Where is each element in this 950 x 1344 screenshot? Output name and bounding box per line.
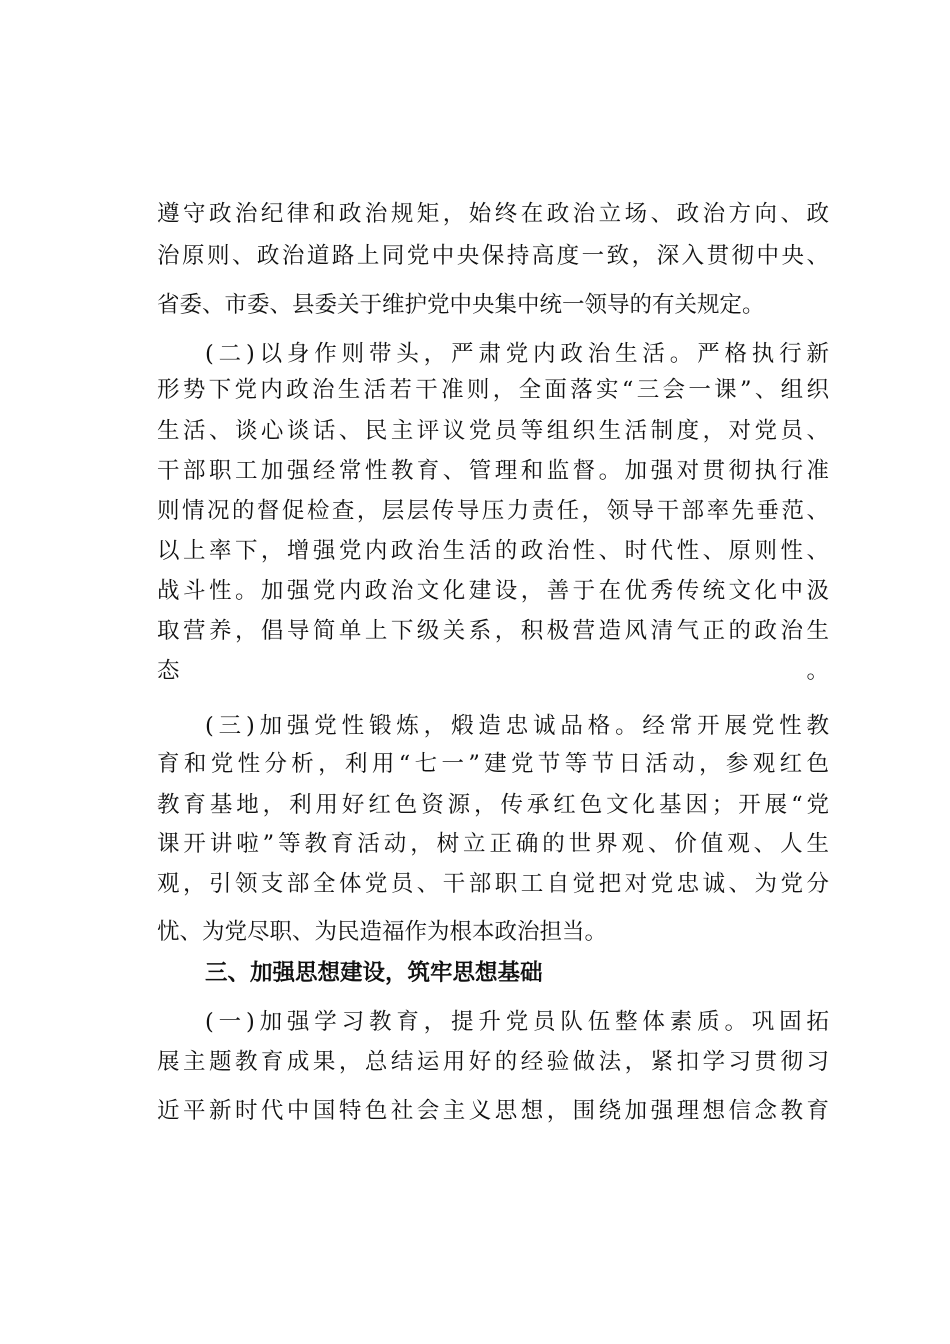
text-line: 近平新时代中国特色社会主义思想，围绕加强理想信念教育 [157, 1098, 829, 1124]
text-line: 育和党性分析，利用“七一”建党节等节日活动，参观红色 [157, 751, 829, 777]
text-line: 干部职工加强经常性教育、管理和监督。加强对贯彻执行准 [157, 458, 829, 484]
text-line: (一)加强学习教育，提升党员队伍整体素质。巩固拓 [205, 1009, 829, 1035]
text-line: 省委、市委、县委关于维护党中央集中统一领导的有关规定。 [157, 292, 765, 318]
text-line: 展主题教育成果，总结运用好的经验做法，紧扣学习贯彻习 [157, 1049, 829, 1075]
text-line: 教育基地，利用好红色资源，传承红色文化基因；开展“党 [157, 792, 829, 818]
text-line: (三)加强党性锻炼，煅造忠诚品格。经常开展党性教 [205, 713, 829, 739]
text-line [157, 666, 829, 696]
text-line: 治原则、政治道路上同党中央保持高度一致，深入贯彻中央、 [157, 243, 829, 269]
text-line: 形势下党内政治生活若干准则，全面落实“三会一课”、组织 [157, 377, 829, 403]
text-line: 观，引领支部全体党员、干部职工自觉把对党忠诚、为党分 [157, 871, 829, 897]
text-line: 态。 [157, 658, 829, 684]
text-line: (二)以身作则带头，严肃党内政治生活。严格执行新 [205, 341, 829, 367]
text-line: 遵守政治纪律和政治规矩，始终在政治立场、政治方向、政 [157, 201, 829, 227]
section-heading: 三、加强思想建设，筑牢思想基础 [205, 960, 543, 986]
text-line: 课开讲啦”等教育活动，树立正确的世界观、价值观、人生 [157, 831, 829, 857]
text-line: 则情况的督促检查，层层传导压力责任，领导干部率先垂范、 [157, 498, 829, 524]
text-line: 以上率下，增强党内政治生活的政治性、时代性、原则性、 [157, 538, 829, 564]
text-line: 取营养，倡导简单上下级关系，积极营造风清气正的政治生 [157, 618, 829, 644]
text-line: 生活、谈心谈话、民主评议党员等组织生活制度，对党员、 [157, 418, 829, 444]
text-line: 战斗性。加强党内政治文化建设，善于在优秀传统文化中汲 [157, 578, 829, 604]
text-line: 忧、为党尽职、为民造福作为根本政治担当。 [157, 919, 608, 945]
